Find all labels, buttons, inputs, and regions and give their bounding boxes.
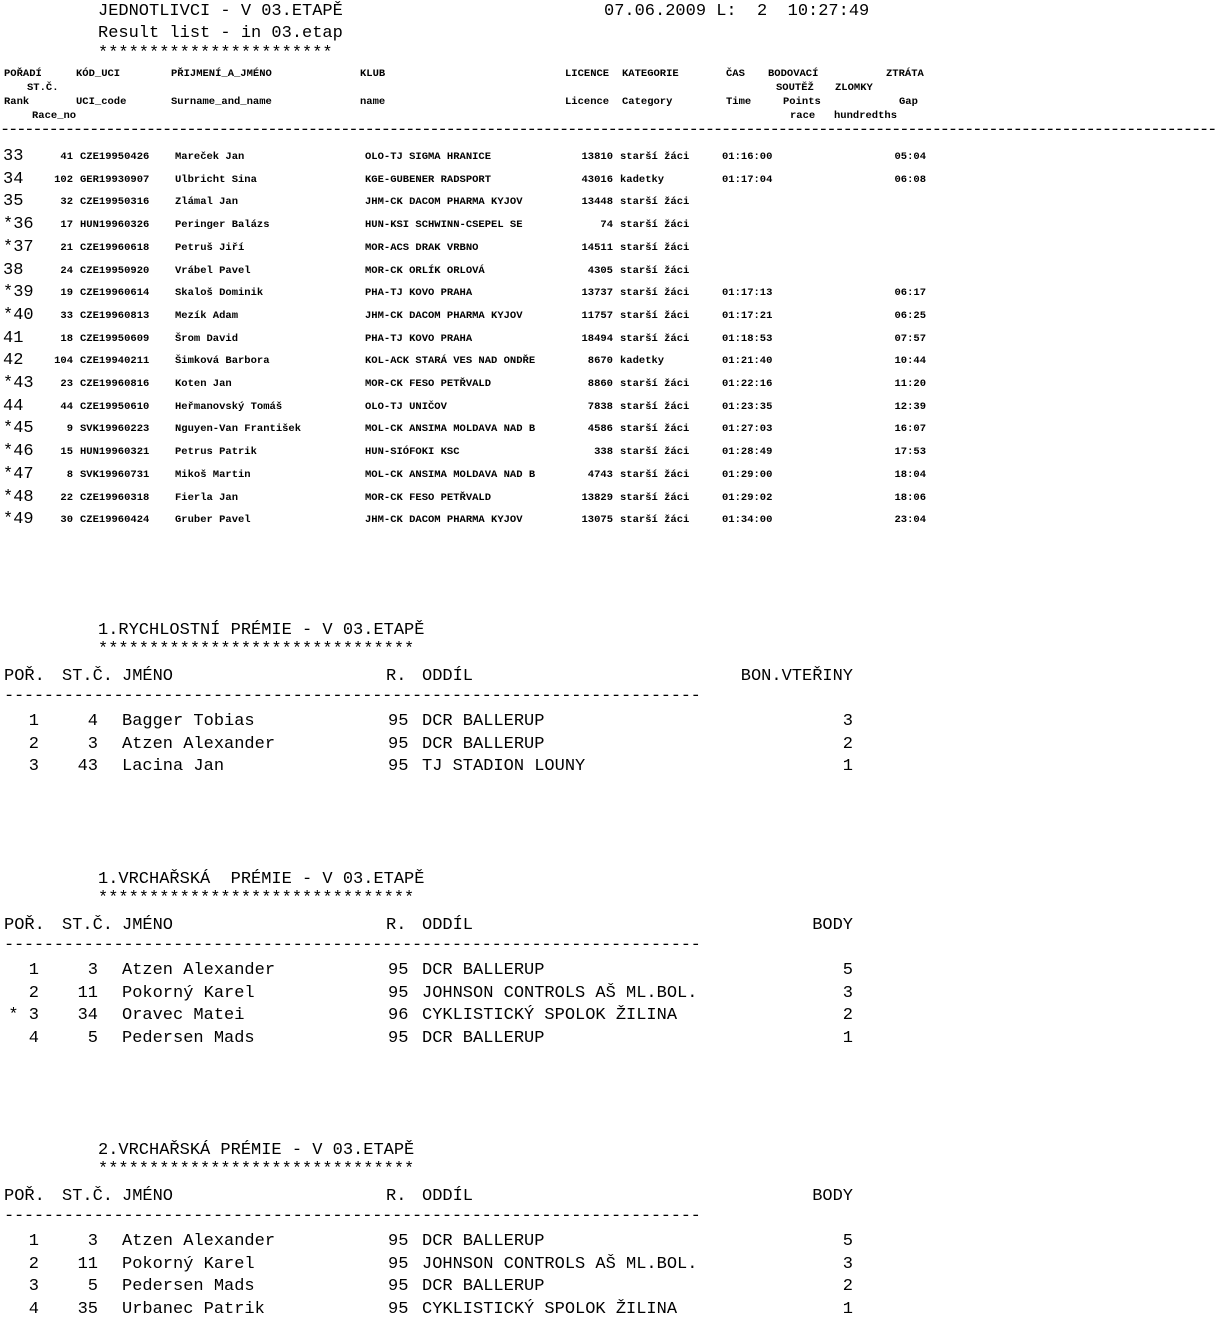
row-club: DCR BALLERUP bbox=[422, 1277, 545, 1297]
table-row bbox=[0, 237, 960, 259]
club-name: JHM-CK DACOM PHARMA KYJOV bbox=[365, 196, 523, 209]
row-rank: 2 bbox=[28, 983, 39, 1003]
report-subtitle: Result list - in 03.etap bbox=[98, 24, 343, 43]
col-head-r: R. bbox=[386, 1187, 407, 1206]
row-year: 95 bbox=[388, 983, 409, 1003]
row-year: 95 bbox=[388, 1300, 409, 1320]
table-row bbox=[0, 418, 960, 440]
rider-name: Šrom David bbox=[175, 332, 239, 345]
rider-name: Ulbricht Sina bbox=[175, 173, 257, 186]
race-number: 8 bbox=[66, 468, 73, 481]
table-row bbox=[0, 282, 960, 304]
licence-number: 4743 bbox=[587, 468, 613, 481]
category: starší žáci bbox=[620, 423, 690, 436]
race-number: 30 bbox=[60, 514, 73, 527]
licence-number: 4305 bbox=[587, 264, 613, 277]
row-year: 95 bbox=[388, 712, 409, 731]
row-score: 2 bbox=[842, 1277, 853, 1297]
table-row bbox=[0, 373, 960, 395]
race-number: 23 bbox=[60, 378, 73, 390]
category: starší žáci bbox=[620, 332, 690, 345]
col-head-name: JMÉNO bbox=[122, 916, 174, 935]
club-name: HUN-SIÓFOKI KSC bbox=[365, 446, 460, 459]
licence-number: 13829 bbox=[581, 491, 613, 504]
uci-code: CZE19940211 bbox=[80, 355, 150, 368]
col-head-name: JMÉNO bbox=[122, 1187, 174, 1206]
col-head-licence-cz: LICENCE bbox=[565, 68, 610, 80]
licence-number: 13448 bbox=[581, 196, 613, 209]
col-head-name-en: Surname_and_name bbox=[171, 96, 272, 108]
uci-code: CZE19960813 bbox=[80, 309, 150, 322]
uci-code: HUN19960326 bbox=[80, 219, 150, 232]
col-head-rank: POŘ. bbox=[4, 916, 45, 935]
report-title: JEDNOTLIVCI - V 03.ETAPĚ bbox=[98, 2, 343, 21]
rider-name: Mikoš Martin bbox=[175, 468, 251, 481]
rider-name: Fierla Jan bbox=[175, 491, 239, 504]
category: starší žáci bbox=[620, 264, 690, 277]
category: starší žáci bbox=[620, 287, 690, 300]
report-timestamp: 07.06.2009 L: 2 10:27:49 bbox=[604, 2, 870, 21]
finish-time: 01:21:40 bbox=[722, 355, 773, 368]
licence-number: 11757 bbox=[581, 309, 613, 322]
club-name: MOL-CK ANSIMA MOLDAVA NAD B bbox=[365, 468, 536, 481]
col-head-raceno-en: Race_no bbox=[32, 110, 77, 122]
col-head-time-en: Time bbox=[726, 96, 752, 108]
row-score: 5 bbox=[842, 961, 853, 980]
finish-time: 01:17:04 bbox=[722, 173, 773, 186]
race-number: 18 bbox=[60, 332, 73, 345]
col-head-time-cz: ČAS bbox=[726, 68, 745, 80]
club-name: JHM-CK DACOM PHARMA KYJOV bbox=[365, 514, 523, 527]
club-name: KGE-GUBENER RADSPORT bbox=[365, 173, 492, 186]
licence-number: 43016 bbox=[581, 173, 613, 186]
rider-name: Mareček Jan bbox=[175, 151, 245, 163]
rank: 44 bbox=[3, 396, 24, 416]
time-gap: 18:04 bbox=[894, 468, 926, 481]
row-club: DCR BALLERUP bbox=[422, 1232, 545, 1251]
race-number: 9 bbox=[66, 423, 73, 436]
col-head-uci-en: UCI_code bbox=[76, 96, 127, 108]
row-name: Pedersen Mads bbox=[122, 1029, 255, 1049]
table-row bbox=[0, 146, 960, 168]
rank: 41 bbox=[3, 328, 24, 348]
uci-code: CZE19950316 bbox=[80, 196, 150, 209]
row-rank: 1 bbox=[28, 1232, 39, 1251]
uci-code: CZE19950610 bbox=[80, 400, 150, 413]
col-head-stc: ST.Č. bbox=[62, 1187, 114, 1206]
time-gap: 16:07 bbox=[894, 423, 926, 436]
rank: *40 bbox=[3, 305, 34, 325]
col-head-stc-cz: ST.Č. bbox=[27, 82, 59, 94]
col-head-points2-en: race bbox=[790, 110, 816, 122]
time-gap: 10:44 bbox=[894, 355, 926, 368]
row-year: 96 bbox=[388, 1006, 409, 1026]
row-number: 5 bbox=[87, 1277, 98, 1297]
col-head-stc: ST.Č. bbox=[62, 667, 114, 686]
section-title: 2.VRCHAŘSKÁ PRÉMIE - V 03.ETAPĚ bbox=[98, 1141, 415, 1160]
table-row bbox=[0, 328, 960, 350]
row-club: JOHNSON CONTROLS AŠ ML.BOL. bbox=[422, 983, 698, 1003]
col-head-rank: POŘ. bbox=[4, 667, 45, 686]
rank: 34 bbox=[3, 169, 24, 189]
rank: *36 bbox=[3, 215, 34, 235]
report-stars: *********************** bbox=[98, 44, 333, 63]
row-rank: 4 bbox=[28, 1029, 39, 1049]
row-name: Atzen Alexander bbox=[122, 1232, 276, 1251]
uci-code: CZE19950609 bbox=[80, 332, 150, 345]
uci-code: CZE19960618 bbox=[80, 241, 150, 254]
licence-number: 13737 bbox=[581, 287, 613, 300]
race-number: 15 bbox=[60, 446, 73, 459]
row-year: 95 bbox=[388, 757, 409, 777]
row-name: Bagger Tobias bbox=[122, 712, 255, 731]
rank: 38 bbox=[3, 260, 24, 280]
race-number: 104 bbox=[54, 355, 73, 368]
finish-time: 01:29:02 bbox=[722, 491, 773, 504]
section-title: 1.RYCHLOSTNÍ PRÉMIE - V 03.ETAPĚ bbox=[98, 621, 425, 640]
finish-time: 01:17:13 bbox=[722, 287, 773, 300]
table-row bbox=[0, 396, 960, 418]
time-gap: 23:04 bbox=[894, 514, 926, 527]
rider-name: Petrus Patrik bbox=[175, 446, 257, 459]
rider-name: Mezík Adam bbox=[175, 309, 239, 322]
col-head-gap2-en: hundredths bbox=[834, 110, 898, 122]
rider-name: Skaloš Dominik bbox=[175, 287, 264, 300]
category: starší žáci bbox=[620, 241, 690, 254]
licence-number: 13075 bbox=[581, 514, 613, 527]
table-row bbox=[0, 350, 960, 372]
finish-time: 01:29:00 bbox=[722, 468, 773, 481]
rank: *47 bbox=[3, 464, 34, 484]
club-name: MOR-CK ORLÍK ORLOVÁ bbox=[365, 264, 485, 277]
section-divider: ---------------------------------------------------------------------- bbox=[4, 936, 701, 955]
row-number: 3 bbox=[87, 961, 98, 980]
table-row bbox=[0, 191, 960, 213]
row-name: Oravec Matei bbox=[122, 1006, 245, 1026]
finish-time: 01:18:53 bbox=[722, 332, 773, 345]
row-name: Atzen Alexander bbox=[122, 961, 276, 980]
club-name: JHM-CK DACOM PHARMA KYJOV bbox=[365, 309, 523, 322]
col-head-rank-cz: POŘADÍ bbox=[4, 68, 42, 80]
col-head-name: JMÉNO bbox=[122, 667, 174, 686]
category: starší žáci bbox=[620, 446, 690, 459]
row-rank: 3 bbox=[28, 757, 39, 777]
licence-number: 14511 bbox=[581, 241, 613, 254]
col-head-rank: POŘ. bbox=[4, 1187, 45, 1206]
col-head-gap-cz: ZTRÁTA bbox=[886, 68, 924, 80]
col-head-club: ODDÍL bbox=[422, 1187, 474, 1206]
licence-number: 18494 bbox=[581, 332, 613, 345]
rank: *39 bbox=[3, 283, 34, 303]
rider-name: Zlámal Jan bbox=[175, 196, 239, 209]
licence-number: 8860 bbox=[587, 378, 613, 390]
row-rank: 1 bbox=[28, 712, 39, 731]
race-number: 19 bbox=[60, 287, 73, 300]
row-club: TJ STADION LOUNY bbox=[422, 757, 586, 777]
rank: *49 bbox=[3, 510, 34, 530]
category: starší žáci bbox=[620, 309, 690, 322]
club-name: MOR-ACS DRAK VRBNO bbox=[365, 241, 479, 254]
row-rank: 1 bbox=[28, 961, 39, 980]
row-year: 95 bbox=[388, 1277, 409, 1297]
row-name: Pokorný Karel bbox=[122, 1254, 255, 1274]
col-head-points2-cz: SOUTĚŽ bbox=[776, 82, 814, 94]
category: starší žáci bbox=[620, 196, 690, 209]
rank: 42 bbox=[3, 351, 24, 371]
race-number: 41 bbox=[60, 151, 73, 163]
time-gap: 06:08 bbox=[894, 173, 926, 186]
uci-code: CZE19950920 bbox=[80, 264, 150, 277]
table-row bbox=[0, 509, 960, 531]
race-number: 102 bbox=[54, 173, 73, 186]
row-score: 3 bbox=[842, 712, 853, 731]
col-head-club-en: name bbox=[360, 96, 386, 108]
row-name: Pedersen Mads bbox=[122, 1277, 255, 1297]
rider-name: Peringer Balázs bbox=[175, 219, 270, 232]
licence-number: 8670 bbox=[587, 355, 613, 368]
row-number: 3 bbox=[87, 734, 98, 754]
category: starší žáci bbox=[620, 400, 690, 413]
uci-code: CZE19960424 bbox=[80, 514, 150, 527]
club-name: MOL-CK ANSIMA MOLDAVA NAD B bbox=[365, 423, 536, 436]
row-number: 4 bbox=[87, 712, 98, 731]
rank: *48 bbox=[3, 487, 34, 507]
col-head-rank-en: Rank bbox=[4, 96, 30, 108]
rider-name: Vrábel Pavel bbox=[175, 264, 251, 277]
row-score: 1 bbox=[842, 757, 853, 777]
col-head-r: R. bbox=[386, 667, 407, 686]
row-number: 35 bbox=[77, 1300, 98, 1320]
row-score: 5 bbox=[842, 1232, 853, 1251]
row-year: 95 bbox=[388, 734, 409, 754]
category: kadetky bbox=[620, 355, 665, 368]
row-year: 95 bbox=[388, 1254, 409, 1274]
col-head-uci-cz: KÓD_UCI bbox=[76, 68, 121, 80]
row-number: 43 bbox=[77, 757, 98, 777]
col-head-gap-en: Gap bbox=[899, 96, 918, 108]
rider-name: Heřmanovský Tomáš bbox=[175, 400, 283, 413]
uci-code: CZE19960318 bbox=[80, 491, 150, 504]
row-number: 11 bbox=[77, 1254, 98, 1274]
col-head-club: ODDÍL bbox=[422, 916, 474, 935]
finish-time: 01:22:16 bbox=[722, 378, 773, 390]
col-head-points-en: Points bbox=[783, 96, 821, 108]
club-name: PHA-TJ KOVO PRAHA bbox=[365, 287, 473, 300]
time-gap: 06:17 bbox=[894, 287, 926, 300]
uci-code: SVK19960731 bbox=[80, 468, 150, 481]
uci-code: HUN19960321 bbox=[80, 446, 150, 459]
club-name: PHA-TJ KOVO PRAHA bbox=[365, 332, 473, 345]
table-row bbox=[0, 305, 960, 327]
time-gap: 17:53 bbox=[894, 446, 926, 459]
licence-number: 13810 bbox=[581, 151, 613, 163]
race-number: 32 bbox=[60, 196, 73, 209]
finish-time: 01:34:00 bbox=[722, 514, 773, 527]
rank: 33 bbox=[3, 147, 24, 166]
uci-code: SVK19960223 bbox=[80, 423, 150, 436]
club-name: KOL-ACK STARÁ VES NAD ONDŘE bbox=[365, 355, 536, 368]
rank: *46 bbox=[3, 442, 34, 462]
row-score: 3 bbox=[842, 1254, 853, 1274]
row-name: Atzen Alexander bbox=[122, 734, 276, 754]
rider-name: Šimková Barbora bbox=[175, 355, 270, 368]
row-club: DCR BALLERUP bbox=[422, 734, 545, 754]
uci-code: GER19930907 bbox=[80, 173, 150, 186]
row-club: DCR BALLERUP bbox=[422, 961, 545, 980]
rider-name: Gruber Pavel bbox=[175, 514, 251, 527]
category: starší žáci bbox=[620, 151, 690, 163]
row-club: DCR BALLERUP bbox=[422, 712, 545, 731]
uci-code: CZE19960816 bbox=[80, 378, 150, 390]
finish-time: 01:27:03 bbox=[722, 423, 773, 436]
time-gap: 07:57 bbox=[894, 332, 926, 345]
section-stars: ******************************* bbox=[98, 1160, 415, 1179]
club-name: MOR-CK FESO PETŘVALD bbox=[365, 491, 492, 504]
row-number: 5 bbox=[87, 1029, 98, 1049]
rider-name: Petruš Jiří bbox=[175, 241, 245, 254]
category: kadetky bbox=[620, 173, 665, 186]
row-club: JOHNSON CONTROLS AŠ ML.BOL. bbox=[422, 1254, 698, 1274]
col-head-points-cz: BODOVACÍ bbox=[768, 68, 819, 80]
time-gap: 18:06 bbox=[894, 491, 926, 504]
row-name: Lacina Jan bbox=[122, 757, 225, 777]
rank: *37 bbox=[3, 237, 34, 257]
table-row bbox=[0, 487, 960, 509]
row-year: 95 bbox=[388, 961, 409, 980]
uci-code: CZE19960614 bbox=[80, 287, 150, 300]
rank: *43 bbox=[3, 374, 34, 393]
licence-number: 74 bbox=[600, 219, 613, 232]
category: starší žáci bbox=[620, 378, 690, 390]
col-head-category-cz: KATEGORIE bbox=[622, 68, 679, 80]
row-name: Pokorný Karel bbox=[122, 983, 255, 1003]
row-year: 95 bbox=[388, 1232, 409, 1251]
category: starší žáci bbox=[620, 219, 690, 232]
rank: *45 bbox=[3, 419, 34, 439]
finish-time: 01:28:49 bbox=[722, 446, 773, 459]
category: starší žáci bbox=[620, 514, 690, 527]
col-head-club: ODDÍL bbox=[422, 667, 474, 686]
table-row bbox=[0, 169, 960, 191]
row-year: 95 bbox=[388, 1029, 409, 1049]
row-name: Urbanec Patrik bbox=[122, 1300, 265, 1320]
race-number: 21 bbox=[60, 241, 73, 254]
table-row bbox=[0, 214, 960, 236]
category: starší žáci bbox=[620, 468, 690, 481]
licence-number: 7838 bbox=[587, 400, 613, 413]
col-head-score: BODY bbox=[812, 916, 853, 935]
race-number: 24 bbox=[60, 264, 73, 277]
club-name: OLO-TJ SIGMA HRANICE bbox=[365, 151, 492, 163]
row-rank: 4 bbox=[28, 1300, 39, 1320]
licence-number: 4586 bbox=[587, 423, 613, 436]
row-score: 1 bbox=[842, 1029, 853, 1049]
col-head-licence-en: Licence bbox=[565, 96, 610, 108]
row-club: DCR BALLERUP bbox=[422, 1029, 545, 1049]
finish-time: 01:16:00 bbox=[722, 151, 773, 163]
finish-time: 01:17:21 bbox=[722, 309, 773, 322]
time-gap: 11:20 bbox=[894, 378, 926, 390]
uci-code: CZE19950426 bbox=[80, 151, 150, 163]
col-head-score: BODY bbox=[812, 1187, 853, 1206]
col-head-r: R. bbox=[386, 916, 407, 935]
row-club: CYKLISTICKÝ SPOLOK ŽILINA bbox=[422, 1006, 678, 1026]
row-rank: 2 bbox=[28, 734, 39, 754]
section-title: 1.VRCHAŘSKÁ PRÉMIE - V 03.ETAPĚ bbox=[98, 870, 425, 889]
col-head-category-en: Category bbox=[622, 96, 673, 108]
table-row bbox=[0, 464, 960, 486]
race-number: 44 bbox=[60, 400, 73, 413]
row-number: 3 bbox=[87, 1232, 98, 1251]
section-stars: ******************************* bbox=[98, 640, 415, 659]
row-club: CYKLISTICKÝ SPOLOK ŽILINA bbox=[422, 1300, 678, 1320]
time-gap: 06:25 bbox=[894, 309, 926, 322]
race-number: 22 bbox=[60, 491, 73, 504]
finish-time: 01:23:35 bbox=[722, 400, 773, 413]
race-number: 33 bbox=[60, 309, 73, 322]
row-number: 11 bbox=[77, 983, 98, 1003]
time-gap: 12:39 bbox=[894, 400, 926, 413]
rider-name: Nguyen-Van František bbox=[175, 423, 302, 436]
category: starší žáci bbox=[620, 491, 690, 504]
section-divider: ---------------------------------------------------------------------- bbox=[4, 1207, 701, 1226]
club-name: MOR-CK FESO PETŘVALD bbox=[365, 378, 492, 390]
row-score: 3 bbox=[842, 983, 853, 1003]
table-row bbox=[0, 441, 960, 463]
section-stars: ******************************* bbox=[98, 889, 415, 908]
col-head-gap2-cz: ZLOMKY bbox=[835, 82, 873, 94]
row-score: 1 bbox=[842, 1300, 853, 1320]
col-head-score: BON.VTEŘINY bbox=[740, 667, 853, 686]
row-rank: 3 bbox=[28, 1277, 39, 1297]
col-head-name-cz: PŘIJMENÍ_A_JMÉNO bbox=[171, 68, 272, 80]
table-row bbox=[0, 260, 960, 282]
row-score: 2 bbox=[842, 1006, 853, 1026]
rank: 35 bbox=[3, 192, 24, 212]
race-number: 17 bbox=[60, 219, 73, 232]
licence-number: 338 bbox=[594, 446, 613, 459]
header-divider: ------------------------------------------------------------------------------------------------------------------------------------------------------ bbox=[0, 121, 1215, 140]
col-head-stc: ST.Č. bbox=[62, 916, 114, 935]
rider-name: Koten Jan bbox=[175, 378, 232, 390]
row-rank: * 3 bbox=[8, 1006, 39, 1026]
section-divider: ---------------------------------------------------------------------- bbox=[4, 687, 701, 706]
club-name: OLO-TJ UNIČOV bbox=[365, 400, 447, 413]
col-head-club-cz: KLUB bbox=[360, 68, 386, 80]
club-name: HUN-KSI SCHWINN-CSEPEL SE bbox=[365, 219, 523, 232]
row-number: 34 bbox=[77, 1006, 98, 1026]
time-gap: 05:04 bbox=[894, 151, 926, 163]
row-rank: 2 bbox=[28, 1254, 39, 1274]
row-score: 2 bbox=[842, 734, 853, 754]
